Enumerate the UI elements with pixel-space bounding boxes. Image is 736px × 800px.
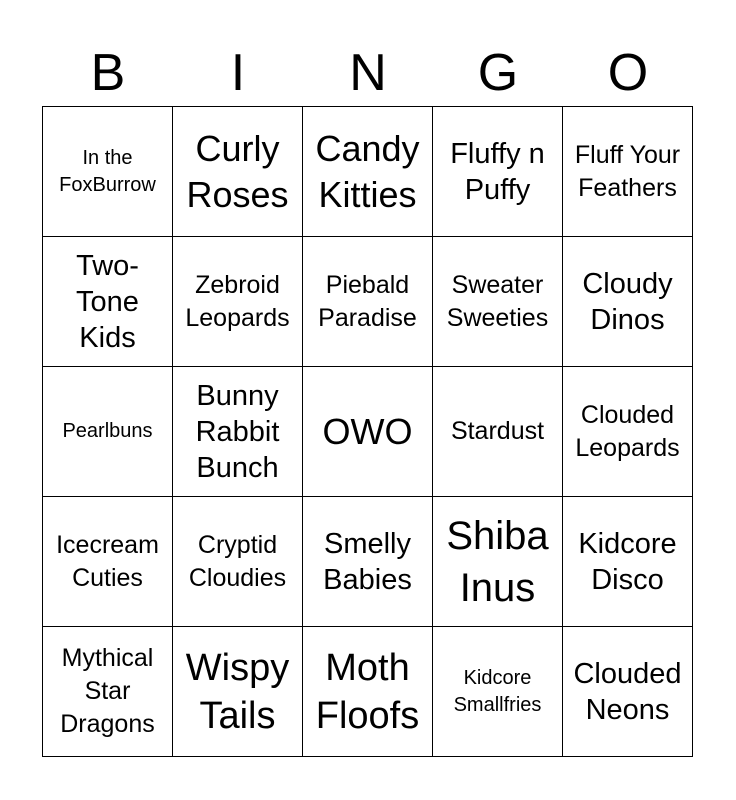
bingo-cell[interactable] <box>42 626 173 757</box>
bingo-cell-label: Zebroid Leopards <box>185 270 290 332</box>
bingo-cell[interactable] <box>562 106 693 237</box>
bingo-cell[interactable] <box>42 366 173 497</box>
bingo-cell[interactable] <box>172 106 303 237</box>
bingo-cell-label: Bunny Rabbit Bunch <box>195 379 280 484</box>
bingo-cell-label: In the FoxBurrow <box>59 146 156 196</box>
bingo-cell-label: Clouded Leopards <box>575 400 680 462</box>
bingo-cell-label: Two-Tone Kids <box>76 249 139 354</box>
bingo-cell-label: Kidcore Smallfries <box>453 666 542 716</box>
bingo-cell[interactable] <box>42 496 173 627</box>
bingo-cell[interactable] <box>432 366 563 497</box>
bingo-cell-label: Candy Kitties <box>315 127 420 215</box>
bingo-cell[interactable] <box>302 626 433 757</box>
bingo-cell[interactable] <box>42 106 173 237</box>
bingo-cell[interactable] <box>172 366 303 497</box>
bingo-cell-label: Cloudy Dinos <box>582 267 673 336</box>
bingo-cell-label: Smelly Babies <box>323 527 412 596</box>
bingo-cell-label: Icecream Cuties <box>56 530 159 592</box>
bingo-cell-label: Stardust <box>450 417 545 445</box>
bingo-cell-label: Wispy Tails <box>185 646 290 737</box>
header-letter-b: B <box>90 44 126 102</box>
bingo-cell[interactable] <box>302 496 433 627</box>
header-letter-n: N <box>349 44 387 102</box>
bingo-cell[interactable] <box>172 626 303 757</box>
bingo-cell-label: Piebald Paradise <box>318 270 417 332</box>
bingo-cell[interactable] <box>172 496 303 627</box>
bingo-cell-label: Shiba Inus <box>446 513 549 610</box>
bingo-header <box>43 40 693 106</box>
bingo-cell-label: Mythical Star Dragons <box>60 644 155 738</box>
bingo-cell[interactable] <box>172 236 303 367</box>
header-letter-i: I <box>230 44 246 102</box>
bingo-cell-label: Pearlbuns <box>62 420 153 442</box>
bingo-cell-label: Fluffy n Puffy <box>450 137 545 206</box>
bingo-cell[interactable] <box>302 236 433 367</box>
header-letter-o: O <box>607 44 649 102</box>
bingo-cell[interactable] <box>432 496 563 627</box>
bingo-cell-label: Cryptid Cloudies <box>188 530 287 592</box>
bingo-cell-label: Fluff Your Feathers <box>574 140 681 202</box>
bingo-cell-label: Kidcore Disco <box>578 527 677 596</box>
bingo-cell[interactable] <box>302 366 433 497</box>
bingo-cell[interactable] <box>432 626 563 757</box>
bingo-cell[interactable] <box>302 106 433 237</box>
bingo-cell-label: Curly Roses <box>186 127 289 215</box>
header-letter-g: G <box>477 44 519 102</box>
bingo-cell[interactable] <box>562 236 693 367</box>
bingo-cell-label: Clouded Neons <box>573 657 682 726</box>
bingo-cell-label: OWO <box>322 410 413 452</box>
bingo-cell[interactable] <box>432 106 563 237</box>
bingo-cell-label: Moth Floofs <box>315 646 420 737</box>
bingo-cell[interactable] <box>562 626 693 757</box>
bingo-cell[interactable] <box>562 366 693 497</box>
bingo-cell-label: Sweater Sweeties <box>446 270 549 332</box>
bingo-board <box>43 107 693 757</box>
bingo-cell[interactable] <box>42 236 173 367</box>
bingo-cell[interactable] <box>562 496 693 627</box>
bingo-cell[interactable] <box>432 236 563 367</box>
